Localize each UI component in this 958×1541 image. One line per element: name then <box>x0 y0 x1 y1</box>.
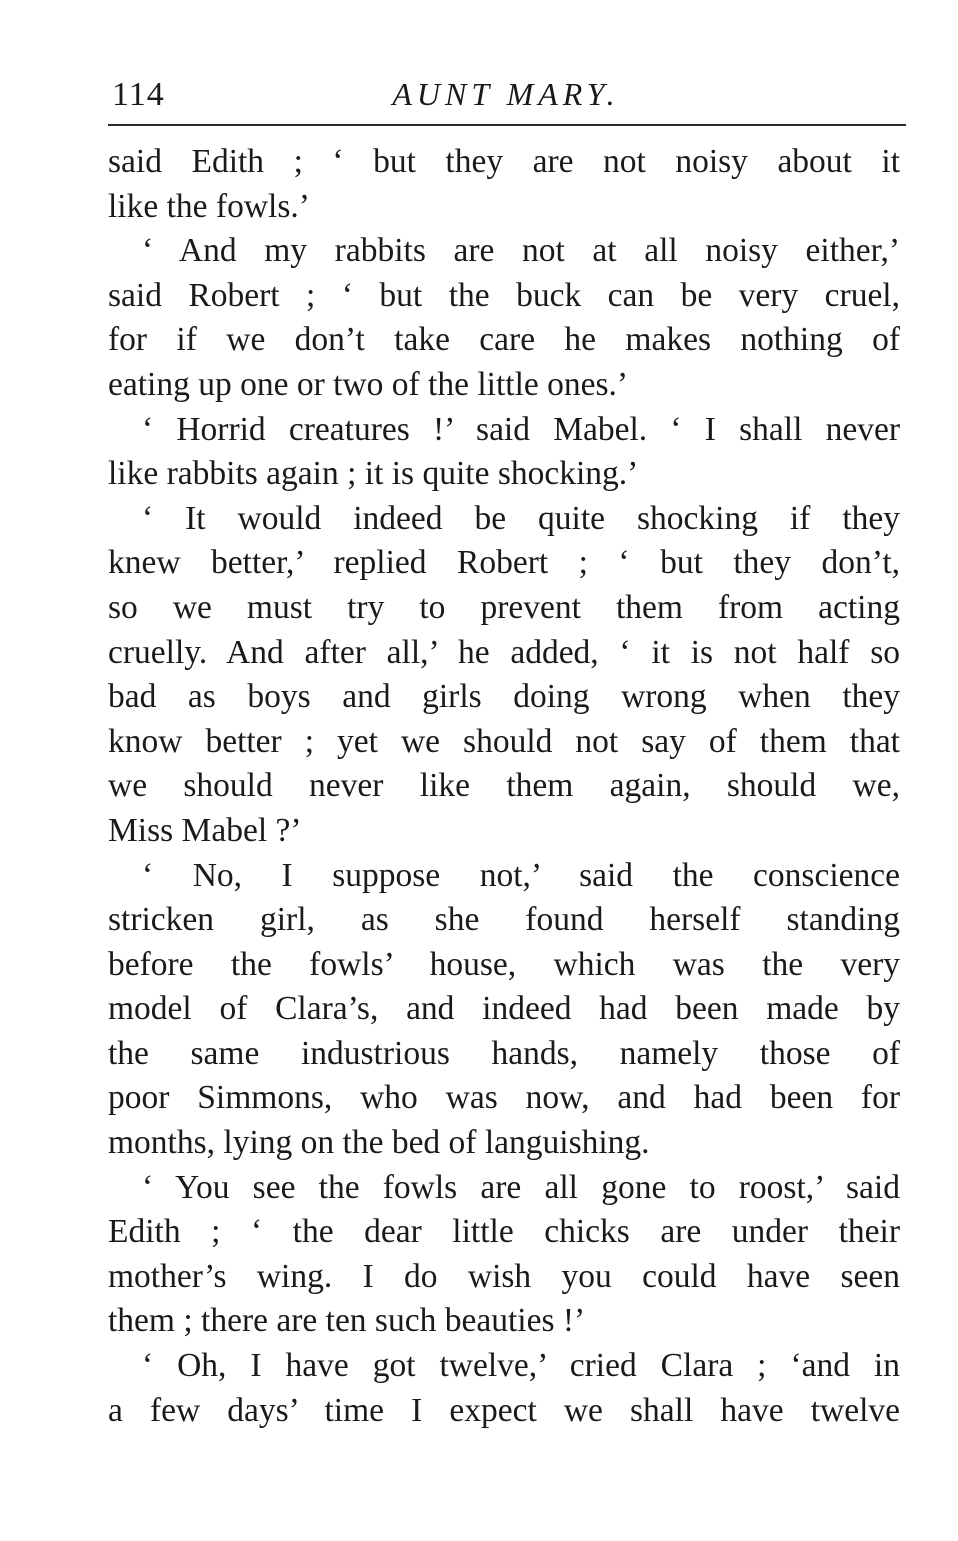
text-line: stricken girl, as she found herself standing <box>108 901 900 939</box>
text-line: ‘ And my rabbits are not at all noisy either,’ <box>142 232 900 270</box>
text-line: ‘ Oh, I have got twelve,’ cried Clara ; ‘and in <box>142 1347 900 1385</box>
text-line: poor Simmons, who was now, and had been for <box>108 1079 900 1117</box>
running-title: AUNT MARY. <box>392 76 620 112</box>
text-line: before the fowls’ house, which was the very <box>108 945 900 983</box>
text-line: months, lying on the bed of languishing. <box>108 1124 650 1162</box>
text-line: eating up one or two of the little ones.’ <box>108 365 629 403</box>
text-line: said Edith ; ‘ but they are not noisy about it <box>108 143 900 180</box>
page-header <box>108 72 904 112</box>
text-line: a few days’ time I expect we shall have twelve <box>108 1391 900 1429</box>
text-line: we should never like them again, should we, <box>108 767 900 805</box>
text-line: said Robert ; ‘ but the buck can be very cruel, <box>108 276 900 314</box>
text-line: ‘ No, I suppose not,’ said the conscience <box>142 856 900 894</box>
text-line: the same industrious hands, namely those of <box>108 1034 900 1072</box>
text-line: ‘ You see the fowls are all gone to roost,’ said <box>142 1168 900 1206</box>
text-line: knew better,’ replied Robert ; ‘ but they don’t, <box>108 544 900 582</box>
text-line: bad as boys and girls doing wrong when they <box>108 678 900 716</box>
text-line: ‘ Horrid creatures !’ said Mabel. ‘ I shall never <box>142 410 900 448</box>
text-line: Miss Mabel ?’ <box>108 811 302 849</box>
text-line: like rabbits again ; it is quite shocking.’ <box>108 455 639 493</box>
text-line: so we must try to prevent them from acting <box>108 588 900 626</box>
page-number: 114 <box>112 76 165 113</box>
text-line: Edith ; ‘ the dear little chicks are under their <box>108 1213 900 1251</box>
text-line: know better ; yet we should not say of them that <box>108 722 900 760</box>
text-line: like the fowls.’ <box>108 187 310 225</box>
text-line: mother’s wing. I do wish you could have seen <box>108 1257 900 1295</box>
body-text <box>108 140 900 1433</box>
text-line: them ; there are ten such beauties !’ <box>108 1302 586 1340</box>
header-rule <box>108 124 906 126</box>
text-line: ‘ It would indeed be quite shocking if they <box>142 499 900 537</box>
text-line: cruelly. And after all,’ he added, ‘ it is not half so <box>108 633 900 671</box>
text-line: for if we don’t take care he makes nothing of <box>108 321 900 359</box>
text-line: model of Clara’s, and indeed had been made by <box>108 990 900 1028</box>
